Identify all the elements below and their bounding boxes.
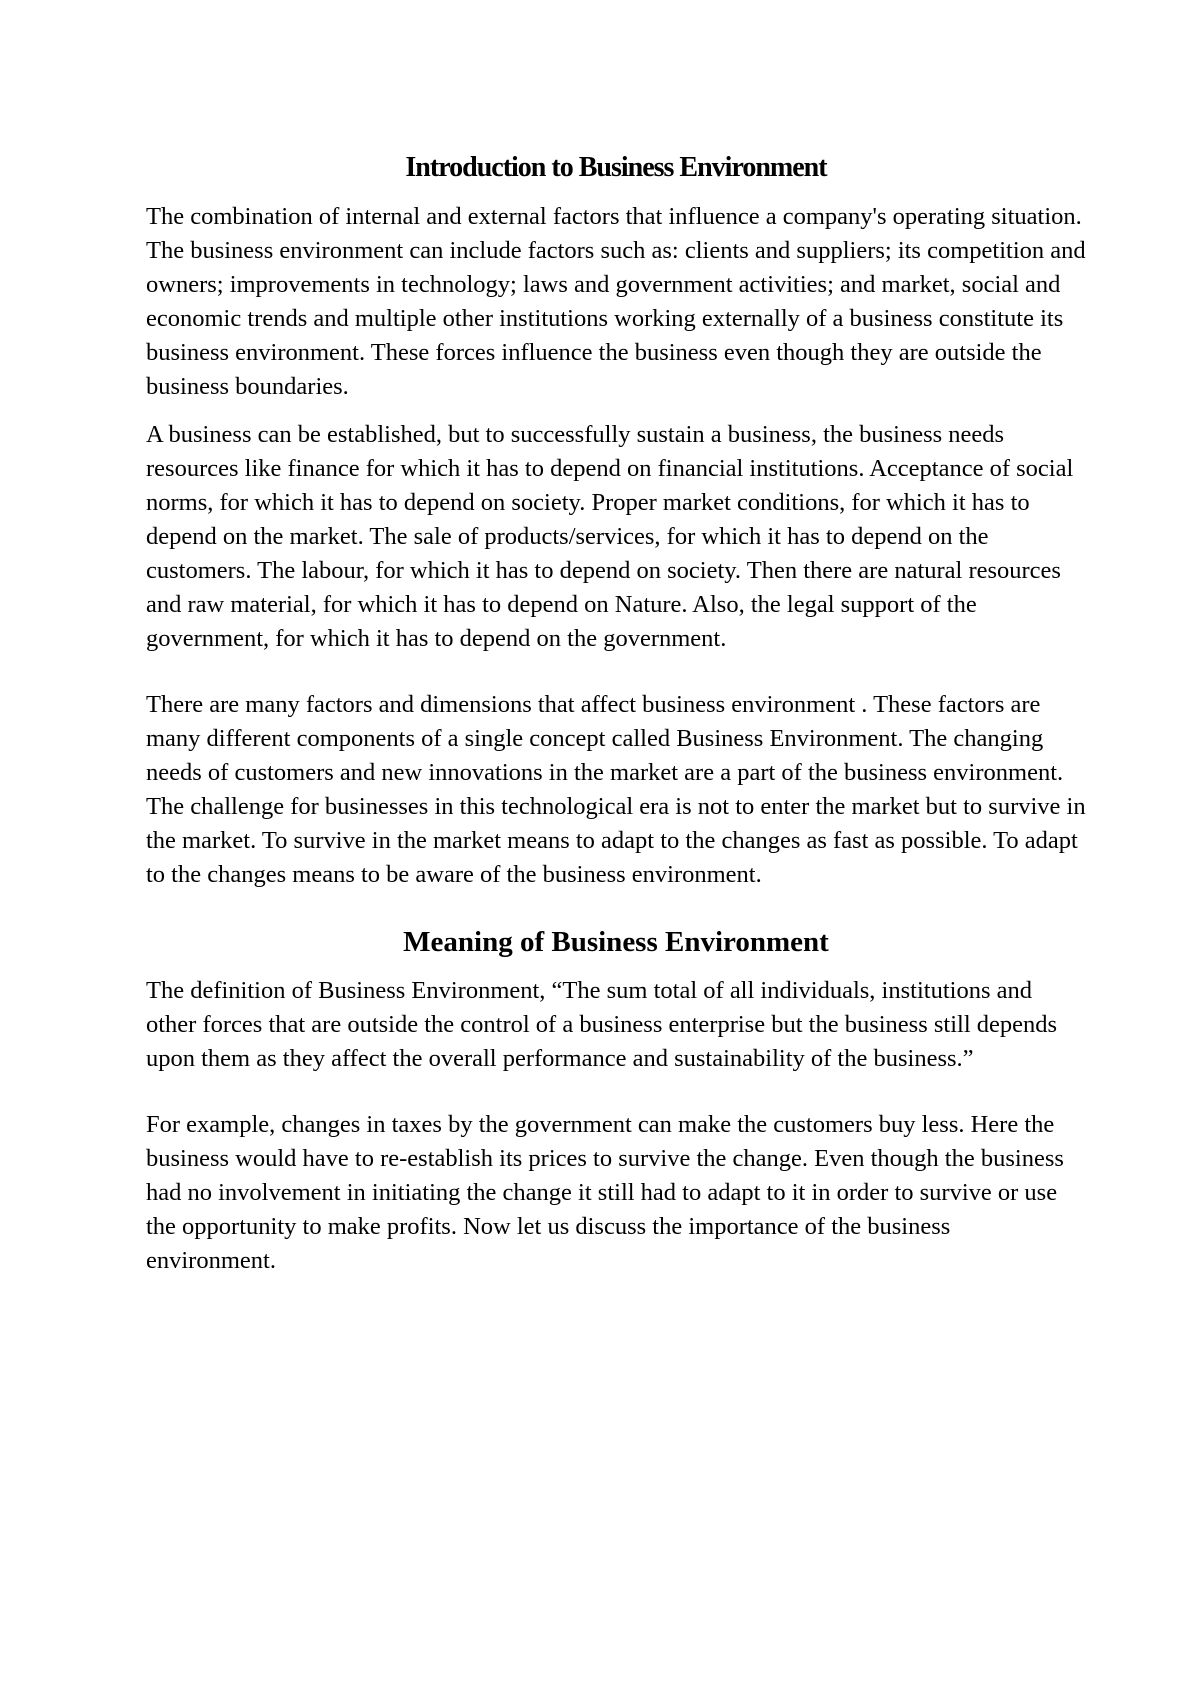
paragraph-spacer <box>146 1076 1086 1108</box>
paragraph-spacer <box>146 404 1086 418</box>
heading-introduction: Introduction to Business Environment <box>405 152 827 183</box>
intro-paragraph-2: A business can be established, but to successfully sustain a business, the business needs resources like finance for which it has to depend on financial institutions. Acceptance of social norms, for which it has to depend on society. Proper market conditions, for which it has to depend on the market. The sale of products/services, for which it has to depend on the customers. The labour, for which it has to depend on society. Then there are natural resources and raw material, for which it has to depend on Nature. Also, the legal support of the government, for which it has to depend on the government. <box>146 421 1074 652</box>
heading-meaning: Meaning of Business Environment <box>403 926 829 958</box>
meaning-paragraph-1: The definition of Business Environment, “The sum total of all individuals, institutions and other forces that are outside the control of a business enterprise but the business still depends upon them as they affect the overall performance and sustainability of the business.” <box>146 977 1058 1072</box>
document-body <box>146 148 1086 1278</box>
paragraph-spacer <box>146 656 1086 688</box>
intro-paragraph-1: The combination of internal and external factors that influence a company's operating situation. The business environment can include factors such as: clients and suppliers; its competition and owners; improvements in technology; laws and government activities; and market, social and economic trends and multiple other institutions working externally of a business constitute its business environment. These forces influence the business even though they are outside the business boundaries. <box>146 203 1086 400</box>
meaning-paragraph-2: For example, changes in taxes by the government can make the customers buy less. Here the business would have to re-establish its prices to survive the change. Even though the business had no involvement in initiating the change it still had to adapt to it in order to survive or use the opportunity to make profits. Now let us discuss the importance of the business environment. <box>146 1111 1064 1274</box>
intro-paragraph-3: There are many factors and dimensions that affect business environment . These factors are many different components of a single concept called Business Environment. The changing needs of customers and new innovations in the market are a part of the business environment. The challenge for businesses in this technological era is not to enter the market but to survive in the market. To survive in the market means to adapt to the changes as fast as possible. To adapt to the changes means to be aware of the business environment. <box>146 691 1086 888</box>
